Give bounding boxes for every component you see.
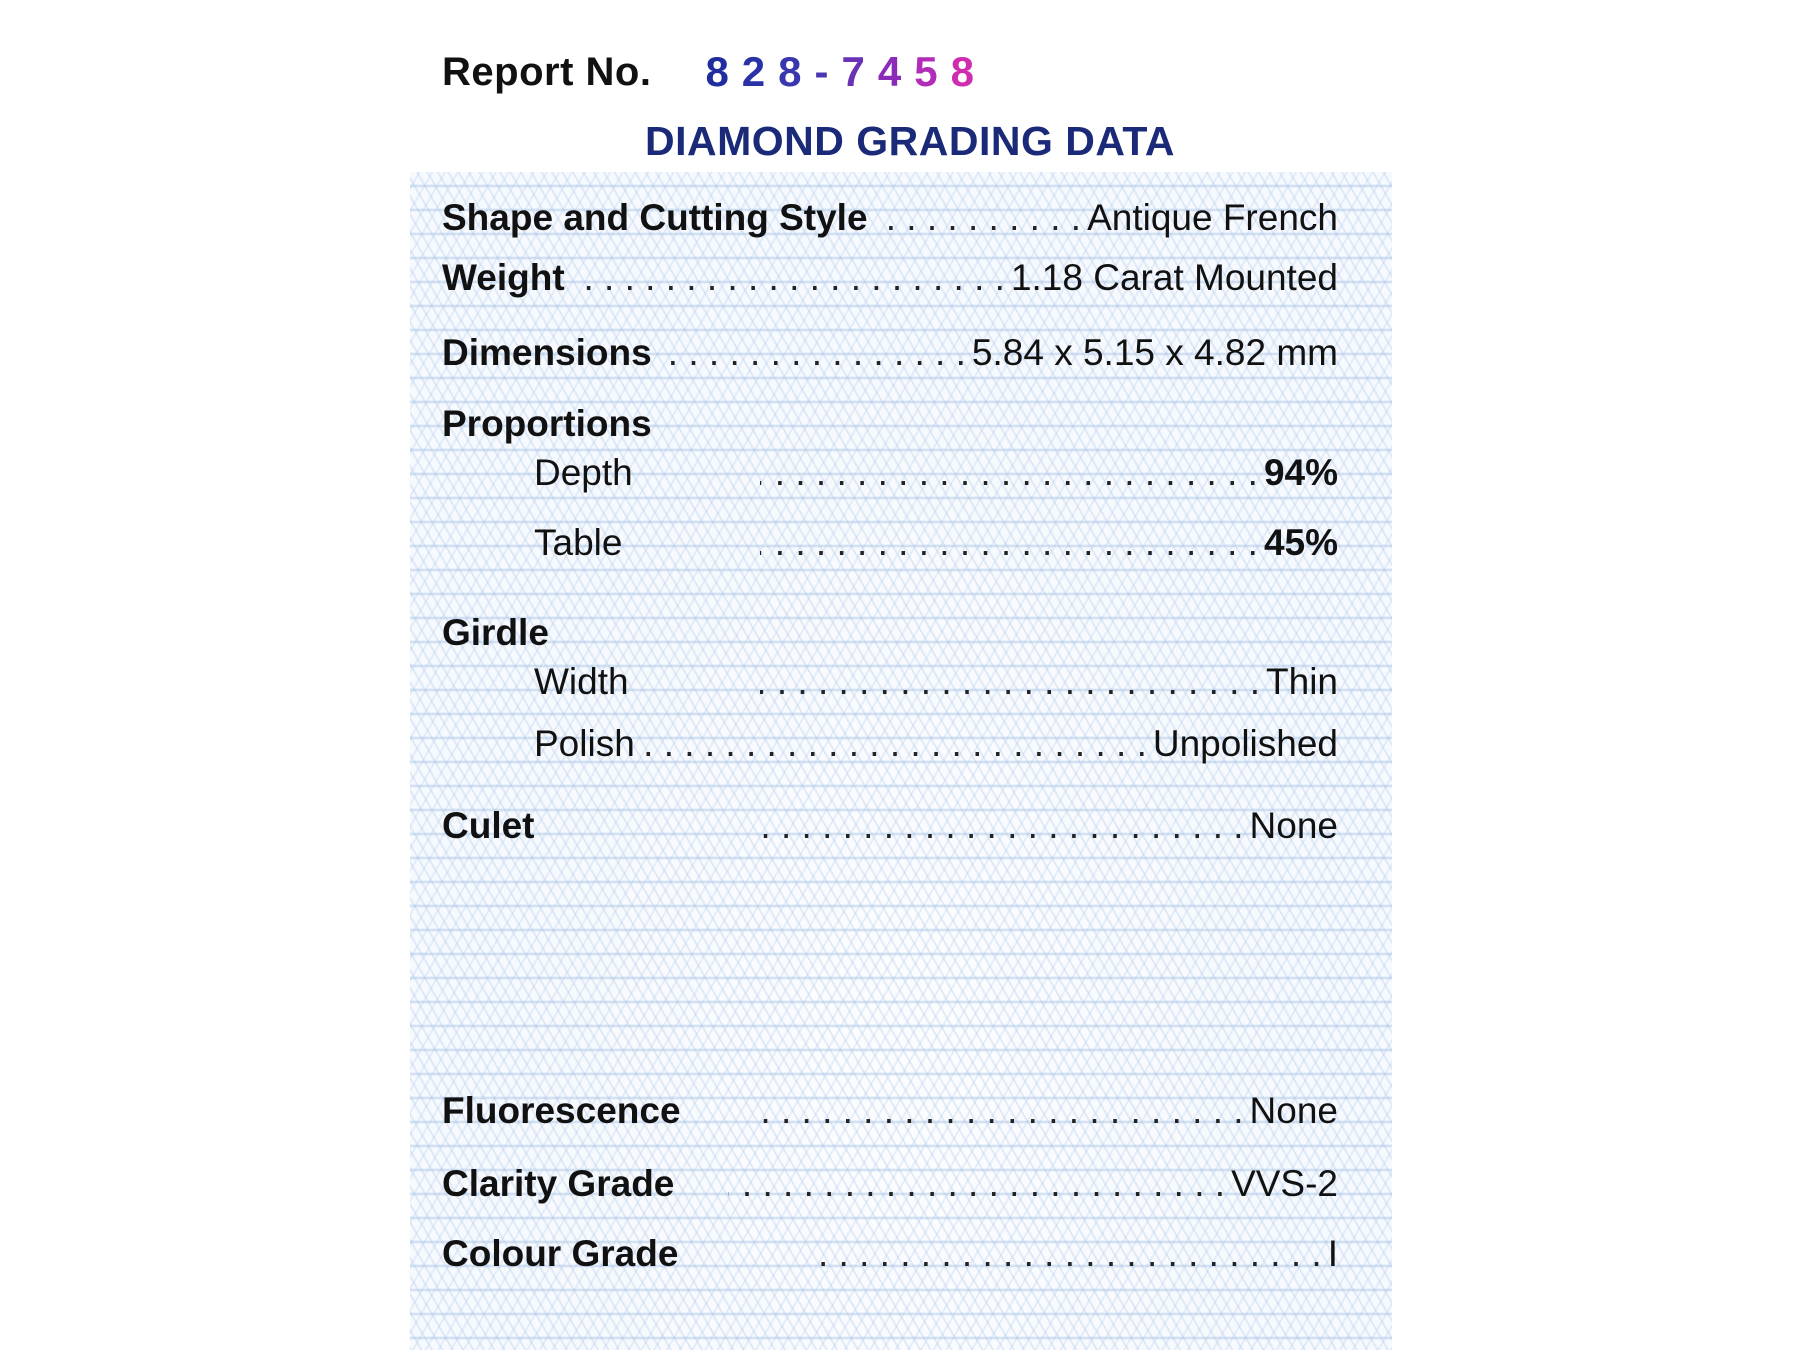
field-value: Unpolished: [1152, 723, 1338, 764]
report-number-value: [705, 48, 987, 96]
dot-leader: [748, 805, 1244, 847]
field-value: I: [1327, 1233, 1338, 1274]
field-label: Colour Grade: [442, 1233, 679, 1274]
field-label: Shape and Cutting Style: [442, 197, 868, 238]
field-label: Width: [534, 661, 629, 702]
report-digit-separator: -: [814, 48, 842, 95]
field-value: 45%: [1263, 522, 1338, 563]
field-row-weight: [442, 257, 1338, 299]
dot-leader: [818, 1233, 1322, 1275]
dot-leader: [641, 723, 1147, 765]
report-digit: 8: [778, 48, 815, 95]
field-label: Depth: [534, 452, 633, 493]
field-row-girdle-polish: [442, 723, 1338, 765]
page-title: DIAMOND GRADING DATA: [644, 118, 1176, 164]
field-row-fluorescence: [442, 1090, 1338, 1132]
field-row-table: [442, 522, 1338, 564]
dot-leader: [658, 332, 966, 374]
field-value: 1.18 Carat Mounted: [1010, 257, 1338, 298]
field-value: Antique French: [1087, 197, 1338, 238]
field-label: Table: [534, 522, 623, 563]
report-digit: 7: [841, 48, 878, 95]
report-number-line: [442, 42, 987, 102]
report-digit: 8: [705, 48, 742, 95]
field-label: Culet: [442, 805, 535, 846]
field-row-depth: [442, 452, 1338, 494]
report-digit: 2: [741, 48, 779, 95]
dot-leader: [760, 661, 1260, 703]
dot-leader: [571, 257, 1005, 299]
report-digit: 8: [950, 48, 987, 95]
field-row-dimensions: [442, 332, 1338, 374]
report-number-label: Report No.: [442, 49, 652, 94]
dot-leader: [760, 522, 1258, 564]
dot-leader: [874, 197, 1082, 239]
field-label: Dimensions: [442, 332, 652, 373]
section-label-girdle: Girdle: [442, 612, 549, 653]
field-label: Polish: [534, 723, 635, 764]
dot-leader: [748, 1090, 1244, 1132]
field-row-clarity: [442, 1163, 1338, 1205]
report-digit: 5: [914, 48, 951, 95]
dot-leader: [760, 452, 1258, 494]
field-value: None: [1249, 805, 1338, 846]
section-label-proportions: Proportions: [442, 403, 652, 444]
field-row-girdle-width: [442, 661, 1338, 703]
field-value: VVS-2: [1231, 1163, 1338, 1204]
field-row-culet: [442, 805, 1338, 847]
field-label: Fluorescence: [442, 1090, 681, 1131]
dot-leader: [728, 1163, 1225, 1205]
field-value: Thin: [1266, 661, 1338, 702]
field-value: None: [1249, 1090, 1338, 1131]
report-digit: 4: [877, 48, 915, 95]
field-row-shape: [442, 197, 1338, 239]
field-label: Clarity Grade: [442, 1163, 675, 1204]
field-value: 94%: [1263, 452, 1338, 493]
field-value: 5.84 x 5.15 x 4.82 mm: [971, 332, 1338, 373]
field-label: Weight: [442, 257, 565, 298]
field-row-colour: [442, 1233, 1338, 1275]
